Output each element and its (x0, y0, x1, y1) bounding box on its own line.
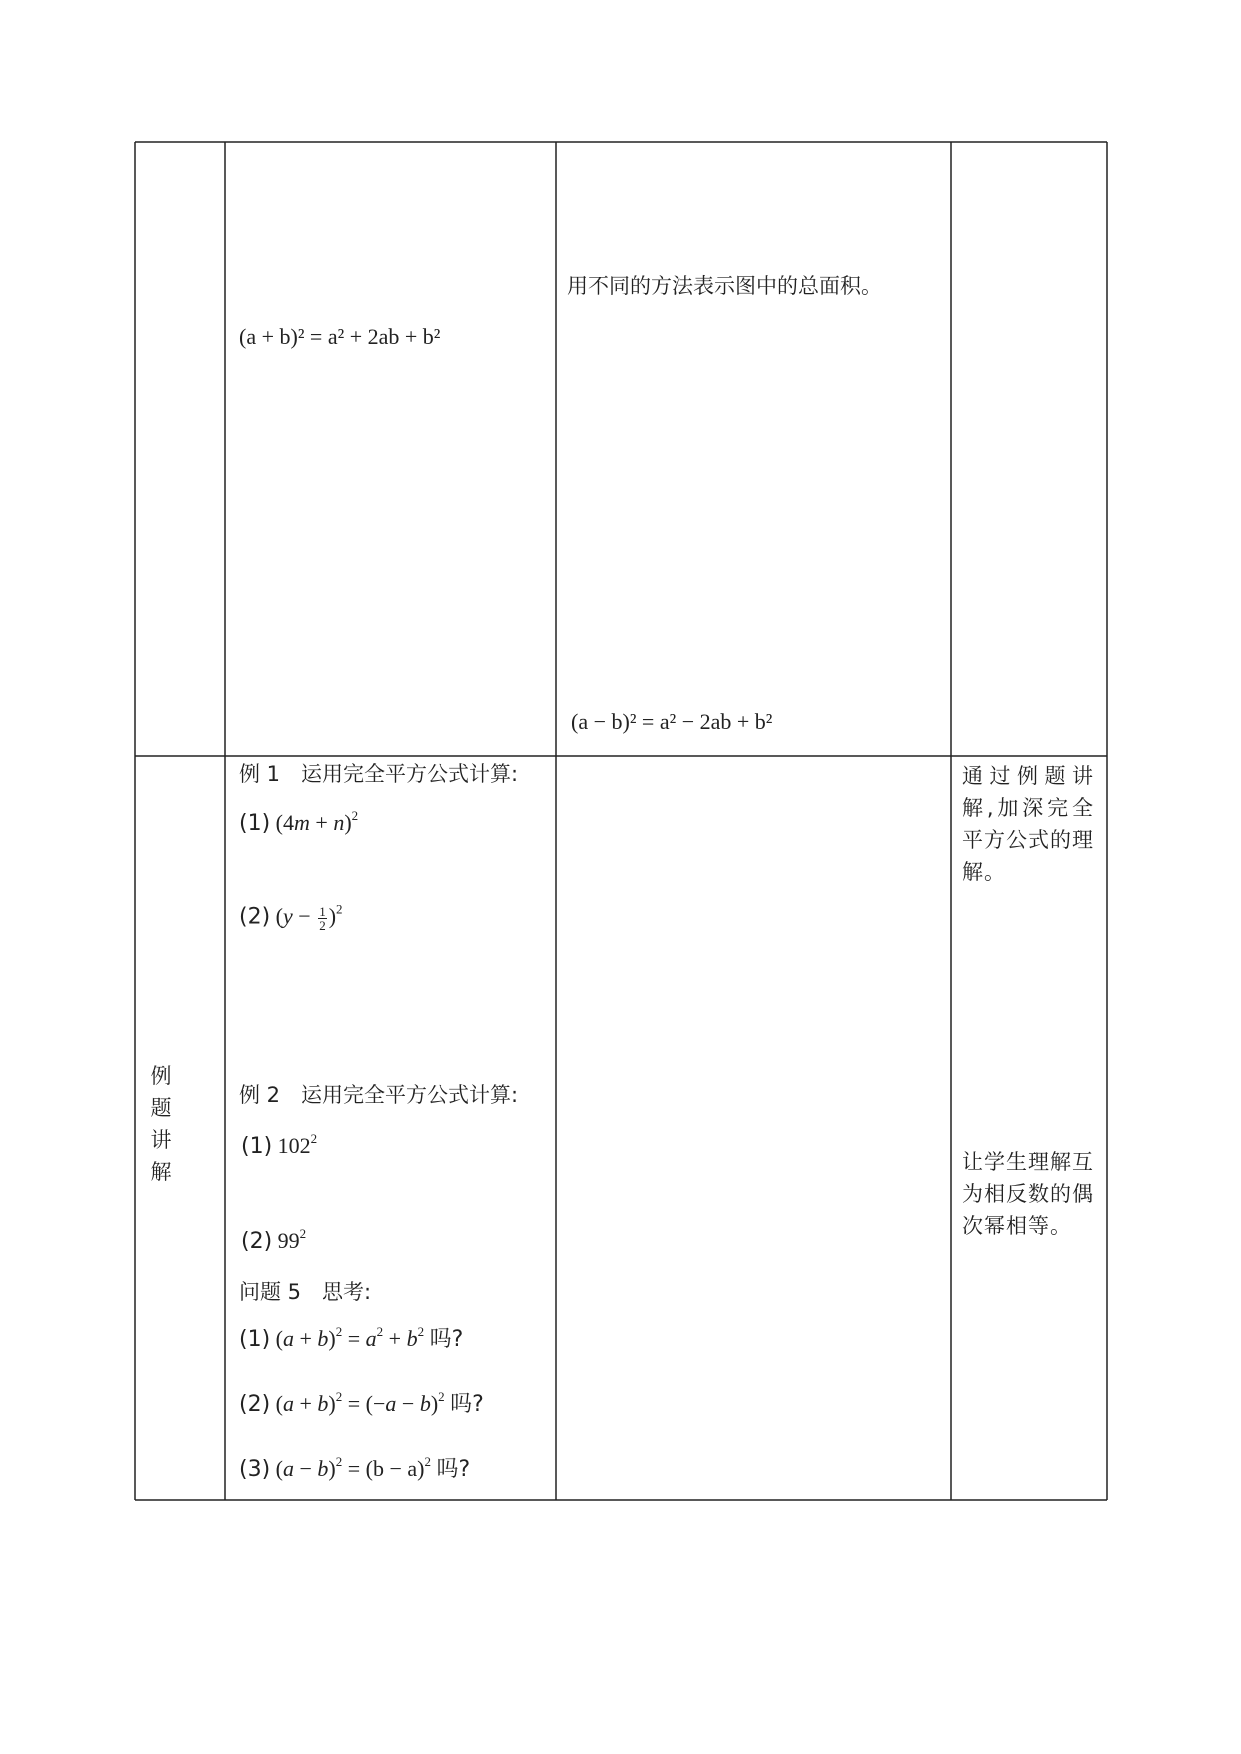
question5-item1: (1) $(a + b)^2 = a^2 + b^2$ 吗? (239, 1324, 464, 1352)
question-suffix: 吗? (436, 1457, 471, 1482)
example2-item1: (1) $102^2$ (241, 1131, 318, 1159)
area-instruction: 用不同的方法表示图中的总面积。 (567, 274, 882, 298)
example1-item1: (1) $(4m + n)^2$ (239, 808, 359, 836)
formula-text: (a − b)² = a² − 2ab + b² (571, 709, 773, 734)
question-suffix: 吗? (429, 1327, 464, 1352)
section-label-example-explanation: 例题讲解 (150, 1064, 172, 1184)
item-prefix: (1) (239, 811, 271, 836)
example2-title: 例 2 运用完全平方公式计算: (239, 1083, 519, 1107)
item-prefix: (1) (241, 1134, 273, 1159)
fraction-one-half: $\frac{1}{2}$ (319, 904, 326, 933)
question5-item3: (3) $(a - b)^2 = (b - a)^2$ 吗? (239, 1454, 471, 1482)
example1-title: 例 1 运用完全平方公式计算: (239, 762, 519, 786)
question-suffix: 吗? (450, 1392, 484, 1417)
formula-text: (a + b)² = a² + 2ab + b² (239, 324, 441, 349)
base-value: 99 (277, 1228, 300, 1253)
note-opposite-numbers: 让学生理解互为相反数的偶次幂相等。 (962, 1150, 1094, 1238)
example1-item2: (2) (y − $\frac{1}{2}$ )$^2$ (239, 901, 343, 933)
perfect-square-difference-formula (571, 711, 772, 733)
example2-item2: (2) $99^2$ (241, 1226, 307, 1254)
item-prefix: (1) (239, 1327, 271, 1352)
item-prefix: (2) (239, 1392, 271, 1417)
base-value: 102 (277, 1133, 311, 1158)
perfect-square-sum-formula (239, 326, 440, 348)
note-deepen-understanding: 通过例题讲解,加深完全平方公式的理解。 (962, 764, 1094, 884)
item-prefix: (3) (239, 1457, 271, 1482)
item-prefix: (2) (239, 904, 271, 930)
question5-title: 问题 5 思考: (239, 1280, 372, 1304)
question5-item2: (2) $(a + b)^2 = (-a - b)^2$ 吗? (239, 1389, 484, 1417)
item-prefix: (2) (241, 1229, 273, 1254)
